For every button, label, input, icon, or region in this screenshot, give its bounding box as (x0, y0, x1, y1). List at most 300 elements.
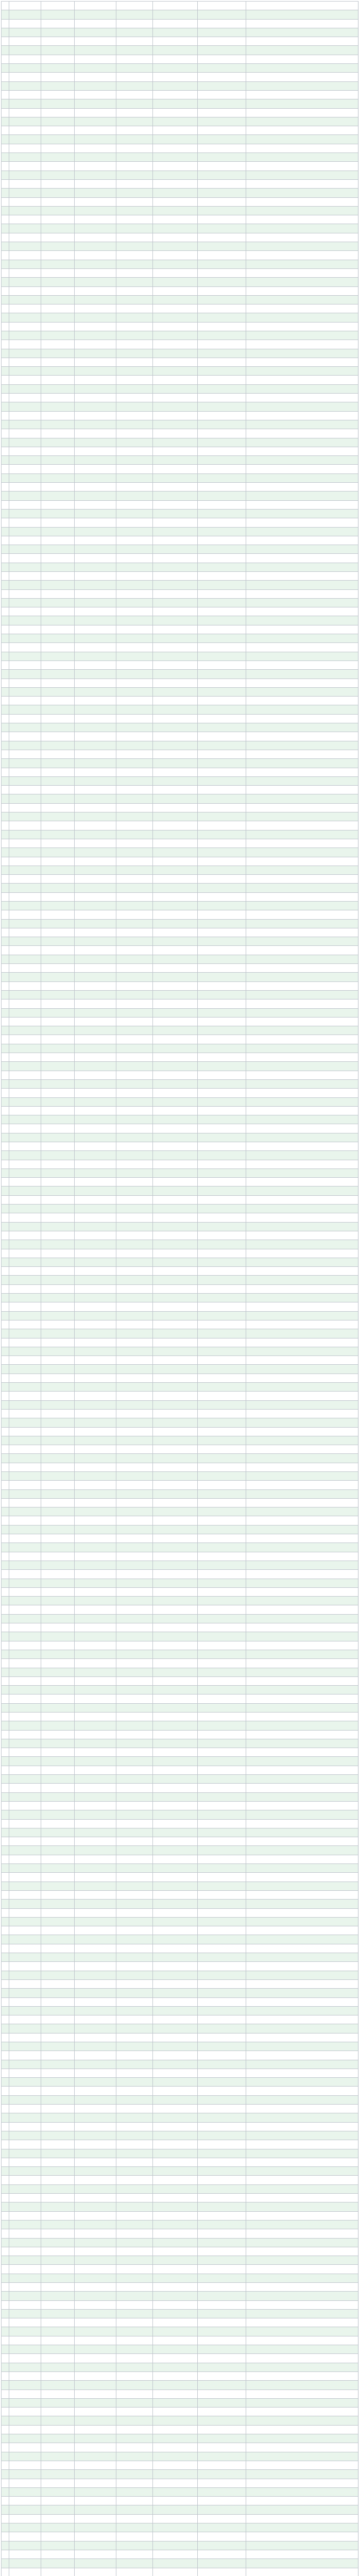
table-row (2, 892, 358, 901)
row-number-cell (2, 1525, 9, 1534)
row-number-cell (2, 1694, 9, 1703)
note-cell (246, 518, 358, 527)
count-cell (116, 126, 153, 135)
row-number-cell (2, 2229, 9, 2238)
score-cell (198, 304, 246, 313)
score-cell (198, 2568, 246, 2576)
school-cell (41, 402, 75, 411)
score-cell (198, 1071, 246, 1079)
note-cell (246, 2541, 358, 2550)
batch-cell (153, 2443, 198, 2452)
count-cell (116, 447, 153, 455)
table-row (2, 90, 358, 99)
subject-cell (9, 447, 41, 455)
row-number-cell (2, 2541, 9, 2550)
count-cell (116, 2470, 153, 2479)
batch-cell (153, 2229, 198, 2238)
row-number-cell (2, 741, 9, 750)
score-cell (198, 358, 246, 366)
school-cell (41, 2149, 75, 2158)
count-cell (116, 928, 153, 937)
code-cell (75, 643, 116, 652)
count-cell (116, 1846, 153, 1855)
batch-cell (153, 2095, 198, 2104)
note-cell (246, 429, 358, 438)
subject-cell (9, 2042, 41, 2050)
note-cell (246, 2470, 358, 2479)
subject-cell (9, 1784, 41, 1792)
count-cell (116, 1320, 153, 1329)
score-cell (198, 1044, 246, 1053)
note-cell (246, 1543, 358, 1552)
school-cell (41, 509, 75, 518)
batch-cell (153, 108, 198, 117)
school-cell (41, 483, 75, 492)
subject-cell (9, 1713, 41, 1721)
table-row (2, 2265, 358, 2274)
batch-cell (153, 2006, 198, 2015)
score-cell (198, 2487, 246, 2496)
count-cell (116, 1516, 153, 1525)
count-cell (116, 589, 153, 598)
subject-cell (9, 2024, 41, 2033)
batch-cell (153, 679, 198, 687)
note-cell (246, 732, 358, 741)
row-number-cell (2, 1516, 9, 1525)
note-cell (246, 1632, 358, 1641)
batch-cell (153, 81, 198, 90)
school-cell (41, 1686, 75, 1694)
code-cell (75, 1668, 116, 1676)
note-cell (246, 1302, 358, 1311)
code-cell (75, 2532, 116, 2541)
note-cell (246, 465, 358, 473)
table-row (2, 1828, 358, 1837)
note-cell (246, 1650, 358, 1658)
row-number-cell (2, 304, 9, 313)
table-row (2, 1792, 358, 1801)
code-cell (75, 919, 116, 928)
note-cell (246, 981, 358, 990)
school-cell (41, 750, 75, 758)
batch-cell (153, 1971, 198, 1979)
score-cell (198, 2184, 246, 2193)
row-number-cell (2, 2568, 9, 2576)
subject-cell (9, 215, 41, 224)
batch-cell (153, 955, 198, 963)
table-row (2, 2541, 358, 2550)
table-row (2, 1222, 358, 1231)
score-cell (198, 919, 246, 928)
row-number-cell (2, 2, 9, 10)
table-row (2, 2078, 358, 2087)
school-cell (41, 117, 75, 126)
subject-cell (9, 2505, 41, 2514)
code-cell (75, 171, 116, 179)
batch-cell (153, 1917, 198, 1926)
score-cell (198, 2122, 246, 2131)
subject-cell (9, 1062, 41, 1071)
table-row (2, 1979, 358, 1988)
row-number-cell (2, 2416, 9, 2425)
note-cell (246, 670, 358, 679)
subject-cell (9, 2345, 41, 2354)
score-cell (198, 1944, 246, 1953)
batch-cell (153, 1792, 198, 1801)
row-number-cell (2, 1231, 9, 1240)
score-cell (198, 964, 246, 973)
table-row (2, 563, 358, 571)
count-cell (116, 563, 153, 571)
note-cell (246, 901, 358, 910)
school-cell (41, 340, 75, 349)
school-cell (41, 821, 75, 830)
row-number-cell (2, 652, 9, 660)
row-number-cell (2, 1632, 9, 1641)
code-cell (75, 2568, 116, 2576)
score-cell (198, 2292, 246, 2300)
school-cell (41, 1561, 75, 1569)
note-cell (246, 1801, 358, 1810)
score-cell (198, 1284, 246, 1293)
code-cell (75, 2443, 116, 2452)
note-cell (246, 786, 358, 794)
score-cell (198, 1614, 246, 1623)
subject-cell (9, 2568, 41, 2576)
batch-cell (153, 1338, 198, 1347)
school-cell (41, 607, 75, 616)
score-cell (198, 2024, 246, 2033)
count-cell (116, 1168, 153, 1177)
score-cell (198, 1471, 246, 1480)
batch-cell (153, 937, 198, 946)
row-number-cell (2, 55, 9, 63)
school-cell (41, 2113, 75, 2122)
batch-cell (153, 144, 198, 152)
count-cell (116, 1115, 153, 1124)
subject-cell (9, 723, 41, 732)
table-row (2, 643, 358, 652)
table-row (2, 1294, 358, 1302)
row-number-cell (2, 483, 9, 492)
batch-cell (153, 2194, 198, 2202)
code-cell (75, 81, 116, 90)
score-cell (198, 563, 246, 571)
row-number-cell (2, 1489, 9, 1498)
table-row (2, 572, 358, 581)
subject-cell (9, 304, 41, 313)
note-cell (246, 1837, 358, 1846)
score-cell (198, 473, 246, 482)
school-cell (41, 1187, 75, 1195)
batch-cell (153, 2523, 198, 2532)
score-cell (198, 1775, 246, 1784)
row-number-cell (2, 1044, 9, 1053)
note-cell (246, 2408, 358, 2416)
table-row (2, 2292, 358, 2300)
table-row (2, 1801, 358, 1810)
table-row (2, 1026, 358, 1035)
subject-cell (9, 1534, 41, 1543)
score-cell (198, 1035, 246, 1044)
count-cell (116, 1436, 153, 1445)
code-cell (75, 135, 116, 144)
score-cell (198, 652, 246, 660)
code-cell (75, 1222, 116, 1231)
school-cell (41, 901, 75, 910)
score-cell (198, 981, 246, 990)
subject-cell (9, 1454, 41, 1463)
row-number-cell (2, 1757, 9, 1766)
score-cell (198, 2389, 246, 2398)
table-row (2, 1713, 358, 1721)
count-cell (116, 660, 153, 669)
code-cell (75, 937, 116, 946)
count-cell (116, 1534, 153, 1543)
table-row (2, 447, 358, 455)
row-number-cell (2, 2327, 9, 2336)
score-cell (198, 1151, 246, 1160)
note-cell (246, 2523, 358, 2532)
subject-cell (9, 518, 41, 527)
code-cell (75, 1739, 116, 1748)
count-cell (116, 875, 153, 884)
subject-cell (9, 179, 41, 188)
batch-cell (153, 402, 198, 411)
note-cell (246, 1471, 358, 1480)
note-cell (246, 643, 358, 652)
code-cell (75, 1471, 116, 1480)
subject-cell (9, 1258, 41, 1266)
count-cell (116, 1570, 153, 1579)
subject-cell (9, 2434, 41, 2443)
score-cell (198, 1097, 246, 1106)
table-row (2, 189, 358, 197)
school-cell (41, 1445, 75, 1454)
row-number-cell (2, 1106, 9, 1115)
table-row (2, 1900, 358, 1908)
count-cell (116, 260, 153, 268)
code-cell (75, 607, 116, 616)
batch-cell (153, 1855, 198, 1863)
note-cell (246, 1890, 358, 1899)
table-row (2, 1481, 358, 1489)
code-cell (75, 1044, 116, 1053)
count-cell (116, 794, 153, 803)
code-cell (75, 1623, 116, 1632)
row-number-cell (2, 2336, 9, 2345)
score-cell (198, 955, 246, 963)
subject-cell (9, 1427, 41, 1436)
note-cell (246, 1338, 358, 1347)
score-cell (198, 2434, 246, 2443)
table-row (2, 260, 358, 268)
score-cell (198, 1079, 246, 1088)
code-cell (75, 768, 116, 776)
score-cell (198, 1507, 246, 1516)
code-cell (75, 1133, 116, 1142)
subject-cell (9, 99, 41, 108)
table-row (2, 19, 358, 28)
row-number-cell (2, 1855, 9, 1863)
row-number-cell (2, 990, 9, 999)
score-cell (198, 384, 246, 393)
score-cell (198, 2559, 246, 2568)
school-cell (41, 1079, 75, 1088)
score-cell (198, 928, 246, 937)
subject-cell (9, 55, 41, 63)
table-row (2, 1097, 358, 1106)
row-number-cell (2, 2184, 9, 2193)
row-number-cell (2, 1766, 9, 1774)
count-cell (116, 1035, 153, 1044)
code-cell (75, 1097, 116, 1106)
code-cell (75, 1989, 116, 1997)
code-cell (75, 2479, 116, 2487)
count-cell (116, 598, 153, 607)
subject-cell (9, 990, 41, 999)
subject-cell (9, 527, 41, 536)
count-cell (116, 1676, 153, 1685)
code-cell (75, 411, 116, 420)
count-cell (116, 1882, 153, 1890)
table-row (2, 358, 358, 366)
batch-cell (153, 376, 198, 384)
count-cell (116, 2318, 153, 2327)
batch-cell (153, 1819, 198, 1828)
table-row (2, 1356, 358, 1365)
school-cell (41, 1534, 75, 1543)
row-number-cell (2, 331, 9, 340)
table-row (2, 394, 358, 402)
table-row (2, 901, 358, 910)
school-cell (41, 2256, 75, 2265)
code-cell (75, 2416, 116, 2425)
note-cell (246, 2550, 358, 2558)
batch-cell (153, 37, 198, 46)
table-row (2, 2381, 358, 2389)
school-cell (41, 1436, 75, 1445)
score-cell (198, 759, 246, 768)
count-cell (116, 322, 153, 331)
score-cell (198, 554, 246, 563)
score-cell (198, 2265, 246, 2274)
row-number-cell (2, 634, 9, 643)
school-cell (41, 1471, 75, 1480)
note-cell (246, 2247, 358, 2256)
table-row (2, 108, 358, 117)
school-cell (41, 937, 75, 946)
code-cell (75, 55, 116, 63)
count-cell (116, 1498, 153, 1507)
row-number-cell (2, 1205, 9, 1213)
row-number-cell (2, 1614, 9, 1623)
note-cell (246, 162, 358, 171)
count-cell (116, 55, 153, 63)
count-cell (116, 2416, 153, 2425)
table-row (2, 2194, 358, 2202)
count-cell (116, 2060, 153, 2069)
note-cell (246, 2354, 358, 2363)
batch-cell (153, 1748, 198, 1757)
school-cell (41, 1320, 75, 1329)
score-cell (198, 1730, 246, 1739)
count-cell (116, 1614, 153, 1623)
note-cell (246, 1258, 358, 1266)
subject-cell (9, 1516, 41, 1525)
batch-cell (153, 607, 198, 616)
note-cell (246, 1311, 358, 1320)
row-number-cell (2, 1882, 9, 1890)
subject-cell (9, 340, 41, 349)
count-cell (116, 999, 153, 1008)
batch-cell (153, 1089, 198, 1097)
score-cell (198, 1062, 246, 1071)
note-cell (246, 1489, 358, 1498)
count-cell (116, 1311, 153, 1320)
row-number-cell (2, 1534, 9, 1543)
note-cell (246, 848, 358, 857)
batch-cell (153, 964, 198, 973)
count-cell (116, 144, 153, 152)
code-cell (75, 1757, 116, 1766)
code-cell (75, 2505, 116, 2514)
batch-cell (153, 1810, 198, 1819)
code-cell (75, 1249, 116, 1258)
code-cell (75, 1062, 116, 1071)
note-cell (246, 1516, 358, 1525)
row-number-cell (2, 1142, 9, 1151)
score-cell (198, 1926, 246, 1935)
code-cell (75, 1570, 116, 1579)
code-cell (75, 786, 116, 794)
note-cell (246, 2363, 358, 2371)
table-row (2, 1873, 358, 1882)
table-row (2, 1819, 358, 1828)
school-cell (41, 1133, 75, 1142)
row-number-cell (2, 1026, 9, 1035)
note-cell (246, 2095, 358, 2104)
school-cell (41, 37, 75, 46)
school-cell (41, 1231, 75, 1240)
subject-cell (9, 1498, 41, 1507)
note-cell (246, 179, 358, 188)
batch-cell (153, 2389, 198, 2398)
school-cell (41, 1579, 75, 1587)
score-cell (198, 1089, 246, 1097)
note-cell (246, 1053, 358, 1062)
count-cell (116, 2069, 153, 2077)
subject-cell (9, 1463, 41, 1471)
code-cell (75, 1071, 116, 1079)
batch-cell (153, 518, 198, 527)
count-cell (116, 964, 153, 973)
subject-cell (9, 242, 41, 251)
note-cell (246, 1097, 358, 1106)
table-row (2, 242, 358, 251)
code-cell (75, 2363, 116, 2371)
subject-cell (9, 697, 41, 705)
score-cell (198, 634, 246, 643)
note-cell (246, 1784, 358, 1792)
subject-cell (9, 1311, 41, 1320)
note-cell (246, 2532, 358, 2541)
batch-cell (153, 625, 198, 634)
table-row (2, 1374, 358, 1382)
school-cell (41, 1400, 75, 1409)
row-number-cell (2, 607, 9, 616)
count-cell (116, 1908, 153, 1917)
